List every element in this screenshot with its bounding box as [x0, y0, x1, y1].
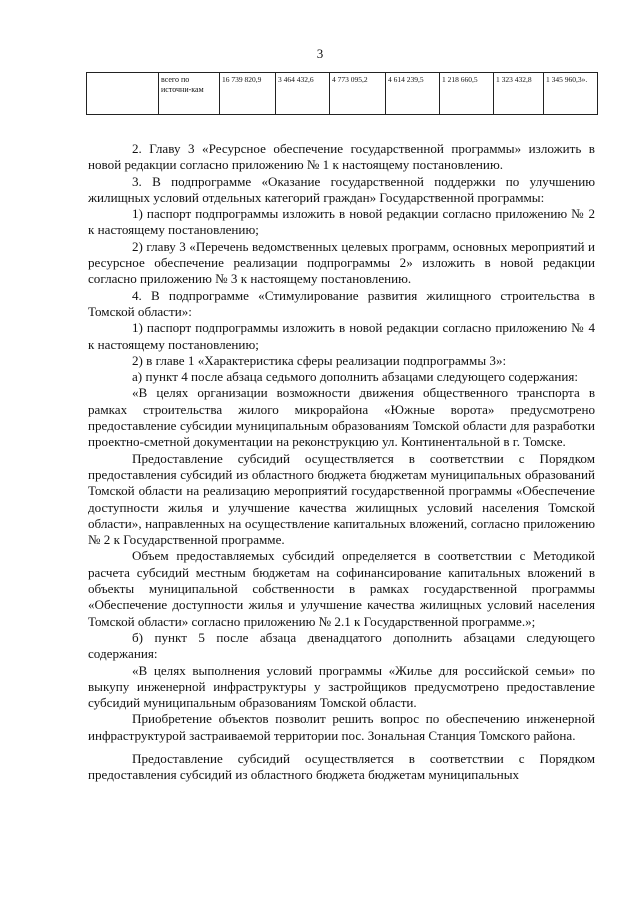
paragraph: Объем предоставляемых субсидий определяется в соответствии с Методикой расчета субсидий местным бюджетам на софинансирование капитальных вложений в объекты муниципальной собственности в рамках государственной программы «Обеспечение доступности жилья и улучшение качества жилищных условий населения Томской области» согласно приложению № 2.1 к Государственной программе.»;	[88, 548, 595, 629]
paragraph: «В целях организации возможности движения общественного транспорта в рамках строительства жилого микрорайона «Южные ворота» предусмотрено предоставление субсидии муниципальным образованиям Томской области для разработки проектно-сметной документации на реконструкцию ул. Континентальной в г. Томске.	[88, 385, 595, 450]
document-body	[88, 141, 595, 784]
table-cell-empty	[87, 73, 159, 115]
paragraph: 3. В подпрограмме «Оказание государственной поддержки по улучшению жилищных условий отдельных категорий граждан» Государственной программы:	[88, 173, 595, 205]
paragraph: 1) паспорт подпрограммы изложить в новой редакции согласно приложению № 4 к настоящему постановлению;	[88, 320, 595, 352]
paragraph: Предоставление субсидий осуществляется в соответствии с Порядком предоставления субсидий из областного бюджета бюджетам муниципальных образований Томской области на реализацию мероприятий государственной программы «Обеспечение доступности жилья и улучшение качества жилищных условий населения Томской области», направленных на осуществление капитальных вложений, согласно приложению № 2 к Государственной программе.	[88, 450, 595, 548]
page-number: 3	[316, 46, 324, 61]
table-cell: 16 739 820,9	[220, 73, 276, 115]
paragraph: 4. В подпрограмме «Стимулирование развития жилищного строительства в Томской области»:	[88, 287, 595, 319]
table-cell: 3 464 432,6	[276, 73, 330, 115]
paragraph: Предоставление субсидий осуществляется в соответствии с Порядком предоставления субсидий из областного бюджета бюджетам муниципальных	[88, 750, 595, 783]
paragraph: а) пункт 4 после абзаца седьмого дополнить абзацами следующего содержания:	[132, 369, 579, 385]
paragraph: Приобретение объектов позволит решить вопрос по обеспечению инженерной инфраструктурой застраиваемой территории пос. Зональная Станция Томского района.	[88, 711, 595, 743]
paragraph: б) пункт 5 после абзаца двенадцатого дополнить абзацами следующего содержания:	[88, 629, 595, 662]
budget-table	[86, 72, 598, 115]
table-cell: 1 218 660,5	[440, 73, 494, 115]
table-cell: 1 345 960,3».	[544, 73, 598, 115]
table-cell: 4 614 239,5	[386, 73, 440, 115]
paragraph: 1) паспорт подпрограммы изложить в новой редакции согласно приложению № 2 к настоящему постановлению;	[88, 206, 595, 238]
paragraph: 2) главу 3 «Перечень ведомственных целевых программ, основных мероприятий и ресурсное обеспечение реализации подпрограммы 2» изложить в новой редакции согласно приложению № 3 к настоящему постановлению.	[88, 238, 595, 287]
table-cell: 1 323 432,8	[494, 73, 544, 115]
paragraph: 2. Главу 3 «Ресурсное обеспечение государственной программы» изложить в новой редакции согласно приложению № 1 к настоящему постановлению.	[88, 141, 595, 173]
paragraph: 2) в главе 1 «Характеристика сферы реализации подпрограммы 3»:	[132, 352, 507, 368]
table-row-label: всего по источни-кам	[159, 73, 220, 115]
table-row	[87, 73, 598, 115]
table-cell: 4 773 095,2	[330, 73, 386, 115]
paragraph: «В целях выполнения условий программы «Жилье для российской семьи» по выкупу инженерной инфраструктуры у застройщиков предусмотрено предоставление субсидий муниципальным образованиям Томской области.	[88, 662, 595, 711]
